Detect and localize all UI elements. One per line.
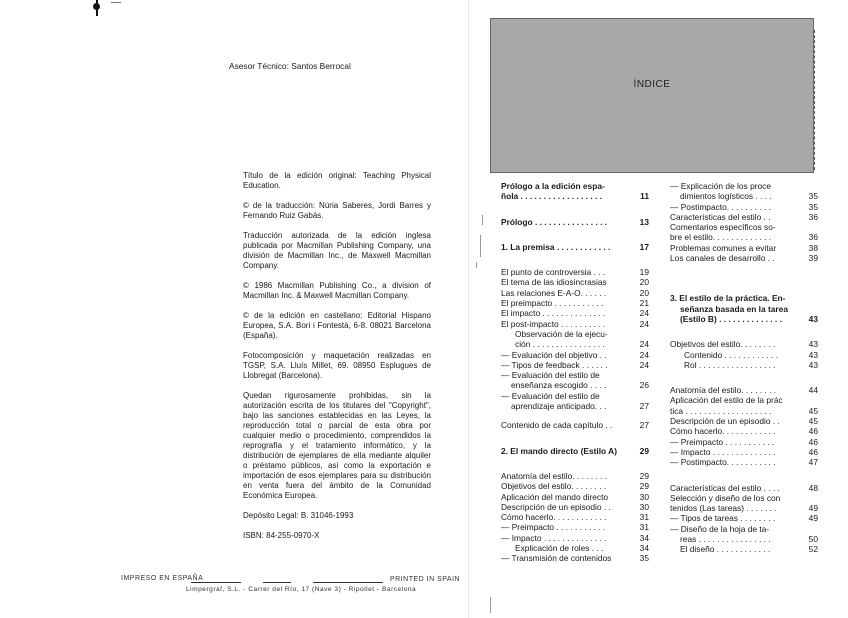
toc-entry-label: tica . . . . . . . . . . . . . . . . . . .: [670, 405, 772, 416]
toc-entry[interactable]: [670, 483, 818, 493]
toc-entry[interactable]: [501, 217, 649, 227]
toc-entry-label: 2. El mando directo (Estilo A): [501, 445, 618, 456]
toc-entry-label: — Impacto . . . . . . . . . . . . . .: [670, 446, 776, 457]
toc-entry[interactable]: [501, 420, 649, 430]
toc-entry-label: Aplicación del estilo de la prác: [670, 395, 783, 406]
toc-entry-label: reas . . . . . . . . . . . . . . . .: [680, 534, 771, 545]
toc-spacer: [501, 202, 649, 217]
toc-entry[interactable]: [501, 401, 649, 411]
toc-entry-page: [814, 493, 818, 503]
toc-entry[interactable]: [670, 447, 818, 457]
toc-entry-label: — Explicación de los proce: [670, 181, 772, 191]
toc-entry[interactable]: [501, 339, 649, 349]
index-title: ÍNDICE: [633, 79, 671, 90]
toc-entry[interactable]: [501, 308, 649, 318]
toc-entry-label: Aplicación del mando directo: [501, 491, 609, 502]
toc-entry-label: — Tipos de feedback . . . . . .: [501, 359, 608, 370]
toc-entry[interactable]: [501, 267, 649, 277]
toc-entry-page: 34: [639, 543, 649, 554]
toc-entry-page: 49: [808, 513, 818, 524]
toc-entry[interactable]: [501, 360, 649, 370]
toc-entry[interactable]: [501, 502, 649, 512]
toc-entry[interactable]: [670, 437, 818, 447]
toc-entry-label: Descripción de un episodio . .: [501, 501, 611, 512]
toc-entry-label: 1. La premisa . . . . . . . . . . . .: [501, 241, 611, 252]
toc-entry-page: 20: [639, 287, 649, 298]
toc-entry-page: [814, 222, 818, 232]
toc-entry-label: señanza basada en la tarea: [680, 303, 788, 314]
toc-entry[interactable]: [670, 350, 818, 360]
toc-entry[interactable]: [670, 181, 818, 191]
toc-entry[interactable]: [501, 191, 649, 201]
toc-entry[interactable]: [670, 232, 818, 242]
toc-entry[interactable]: [670, 426, 818, 436]
toc-entry[interactable]: [670, 493, 818, 503]
toc-entry-label: Problemas comunes a evitar: [670, 242, 777, 253]
toc-entry-page: 48: [808, 482, 818, 493]
toc-entry-page: [645, 181, 649, 191]
toc-entry-label: — Preimpacto . . . . . . . . . . .: [501, 522, 606, 533]
toc-entry[interactable]: [501, 181, 649, 191]
crop-dash: [111, 2, 121, 3]
toc-entry[interactable]: [501, 329, 649, 339]
toc-entry[interactable]: [670, 534, 818, 544]
toc-entry[interactable]: [501, 533, 649, 543]
copyright-paragraph: Depósito Legal: B. 31046-1993: [243, 511, 354, 520]
toc-entry[interactable]: [501, 288, 649, 298]
toc-entry-label: Anatomía del estilo. . . . . . . .: [501, 470, 608, 481]
toc-entry-page: 36: [808, 211, 818, 222]
toc-entry-page: [645, 329, 649, 339]
toc-entry-label: El post-impacto . . . . . . . . . .: [501, 318, 606, 329]
toc-entry-label: Objetivos del estilo. . . . . . . .: [670, 339, 776, 350]
toc-spacer: [501, 227, 649, 242]
toc-entry-label: Los canales de desarrollo . .: [670, 253, 775, 264]
toc-entry[interactable]: [501, 553, 649, 563]
toc-entry-label: dimientos logísticos . . . .: [680, 191, 772, 202]
toc-entry-page: 45: [808, 416, 818, 427]
toc-spacer: [670, 370, 818, 385]
toc-entry-label: Prólogo . . . . . . . . . . . . . . . .: [501, 216, 608, 227]
toc-entry-label: Características del estilo . .: [670, 211, 771, 222]
toc-entry-label: Selección y diseño de los con: [670, 492, 781, 503]
margin-mark: [490, 597, 491, 613]
toc-entry-label: El diseño . . . . . . . . . . . .: [680, 544, 771, 555]
toc-entry-label: — Postimpacto. . . . . . . . . . .: [670, 457, 776, 468]
toc-entry-page: 24: [639, 308, 649, 319]
toc-entry-page: 27: [639, 401, 649, 412]
toc-spacer: [670, 278, 818, 293]
toc-entry-label: — Evaluación del estilo de: [501, 370, 600, 381]
toc-entry-label: Cómo hacerlo. . . . . . . . . . . .: [501, 512, 607, 523]
toc-entry[interactable]: [670, 503, 818, 513]
toc-entry-label: — Evaluación del objetivo . .: [501, 349, 607, 360]
toc-entry-label: — Impacto . . . . . . . . . . . . . .: [501, 532, 607, 543]
toc-entry[interactable]: [501, 380, 649, 390]
toc-entry[interactable]: [670, 253, 818, 263]
toc-entry-label: El preimpacto . . . . . . . . . . .: [501, 298, 604, 309]
toc-entry-label: Observación de la ejecu-: [515, 328, 608, 339]
toc-entry-label: Contenido . . . . . . . . . . . .: [684, 349, 779, 360]
toc-entry-page: 45: [808, 405, 818, 416]
toc-entry-page: 30: [639, 491, 649, 502]
toc-entry[interactable]: [501, 319, 649, 329]
toc-spacer: [670, 263, 818, 278]
toc-entry-page: 24: [639, 318, 649, 329]
toc-entry-label: — Evaluación del estilo de: [501, 390, 600, 401]
toc-entry-label: Cómo hacerlo. . . . . . . . . . . .: [670, 426, 776, 437]
copyright-paragraph: © de la edición en castellano: Editorial Hispano Europea, S.A. Bori i Fontestà, 6-8. 08021 Barcelona (España).: [243, 311, 431, 340]
toc-spacer: [501, 456, 649, 471]
toc-entry-label: Objetivos del estilo. . . . . . . .: [501, 481, 607, 492]
toc-entry-page: 36: [808, 232, 818, 243]
toc-entry-label: ñola . . . . . . . . . . . . . . . . . .: [501, 191, 602, 202]
toc-entry[interactable]: [670, 416, 818, 426]
toc-entry[interactable]: [501, 543, 649, 553]
toc-entry-page: [814, 395, 818, 405]
toc-entry-page: 27: [639, 420, 649, 431]
copyright-paragraph: © de la traducción: Núria Saberes, Jordi Barres y Fernando Ruiz Gabás.: [243, 201, 431, 220]
page-gutter: [468, 0, 469, 618]
toc-entry[interactable]: [670, 339, 818, 349]
toc-entry-page: 50: [808, 534, 818, 545]
toc-entry-label: Anatomía del estilo. . . . . . . .: [670, 385, 777, 396]
toc-entry-page: 35: [808, 191, 818, 202]
toc-entry-page: 19: [639, 267, 649, 278]
toc-entry-label: enseñanza escogido . . . .: [511, 380, 607, 391]
toc-entry-label: El tema de las idiosincrasias: [501, 277, 607, 288]
toc-entry-label: — Transmisión de contenidos: [501, 553, 612, 564]
toc-entry-page: [814, 304, 818, 314]
toc-entry-label: bre el estilo. . . . . . . . . . . . .: [670, 232, 771, 243]
toc-entry-label: — Postimpacto. . . . . . . . . .: [670, 201, 771, 212]
toc-entry-page: 43: [808, 349, 818, 360]
toc-entry-page: 47: [808, 457, 818, 468]
copyright-paragraph: Fotocomposición y maquetación realizadas en TGSP, S.A. Lluís Millet, 69. 08950 Esplugues de Llobregat (Barcelona).: [243, 351, 431, 380]
toc-entry[interactable]: [670, 395, 818, 405]
toc-entry-page: 11: [640, 191, 649, 202]
toc-entry-page: 26: [639, 380, 649, 391]
toc-entry-label: 3. El estilo de la práctica. En-: [670, 293, 786, 304]
toc-entry-label: — Diseño de la hoja de ta-: [670, 523, 770, 534]
toc-entry-page: 24: [639, 359, 649, 370]
toc-entry-page: 24: [639, 349, 649, 360]
toc-entry-page: 39: [808, 253, 818, 264]
toc-entry[interactable]: [670, 360, 818, 370]
toc-entry-label: Descripción de un episodio . .: [670, 416, 780, 427]
copyright-paragraph: Traducción autorizada de la edición inglesa publicada por Macmillan Publishing Company, una división de Macmillan Inc., de Maxwell Macmillan Company.: [243, 231, 431, 270]
copyright-paragraph: Título de la edición original: Teaching Physical Education.: [243, 171, 431, 190]
toc-entry[interactable]: [501, 512, 649, 522]
margin-mark: [476, 262, 477, 268]
toc-entry[interactable]: [670, 293, 818, 303]
toc-entry-label: Rol . . . . . . . . . . . . . . . . .: [684, 359, 776, 370]
toc-entry[interactable]: [670, 513, 818, 523]
toc-entry[interactable]: [501, 446, 649, 456]
toc-entry-page: 31: [639, 522, 649, 533]
toc-entry-page: 43: [808, 313, 818, 324]
copyright-block: [243, 171, 431, 551]
toc-entry-label: Contenido de cada capítulo . .: [501, 420, 613, 431]
toc-column-2: [670, 181, 818, 555]
toc-entry-page: 49: [808, 503, 818, 514]
toc-entry-label: Características del estilo . . . .: [670, 482, 780, 493]
margin-mark: [480, 235, 481, 257]
toc-entry-label: aprendizaje anticipado. . .: [511, 401, 607, 412]
toc-entry-page: 35: [639, 553, 649, 564]
toc-entry-label: tenidos (Las tareas) . . . . . . .: [670, 503, 777, 514]
toc-entry[interactable]: [670, 202, 818, 212]
toc-entry-page: 29: [639, 470, 649, 481]
toc-spacer: [670, 324, 818, 339]
toc-entry-label: — Tipos de tareas . . . . . . . .: [670, 513, 776, 524]
toc-entry-label: Comentarios específicos so-: [670, 222, 776, 233]
toc-entry-page: 43: [808, 359, 818, 370]
toc-entry[interactable]: [501, 481, 649, 491]
toc-entry[interactable]: [501, 242, 649, 252]
toc-entry[interactable]: [501, 370, 649, 380]
toc-entry[interactable]: [670, 524, 818, 534]
copyright-paragraph: © 1986 Macmillan Publishing Co., a division of Macmillan Inc. & Maxwell Macmillan Company.: [243, 281, 431, 300]
toc-spacer: [501, 252, 649, 267]
rule: [313, 582, 383, 583]
copyright-paragraph: Quedan rigurosamente prohibidas, sin la autorización escrita de los titulares del "Copyright", bajo las sanciones establecidas en las Leyes, la reproducción total o parcial de esta obra por cualquier medio o procedimiento, comprendidos la reprografía y el tratamiento informático, y la distribución de ejemplares de ella mediante alquiler o préstamo públicos, así como la exportación e importación de esos ejemplares para su distribución en venta fuera del ámbito de la Comunidad Económica Europea.: [243, 391, 431, 500]
toc-entry-page: 13: [639, 216, 649, 227]
toc-entry[interactable]: [670, 304, 818, 314]
toc-entry[interactable]: [670, 406, 818, 416]
toc-entry-label: Las relaciones E-A-O. . . . . .: [501, 287, 607, 298]
toc-entry-page: 20: [639, 277, 649, 288]
toc-entry[interactable]: [501, 522, 649, 532]
rule: [263, 582, 291, 583]
toc-entry[interactable]: [501, 350, 649, 360]
toc-entry-label: El impacto . . . . . . . . . . . . . .: [501, 308, 606, 319]
toc-entry-page: 29: [639, 445, 649, 456]
toc-entry-page: 35: [808, 201, 818, 212]
copyright-paragraph: ISBN: 84-255-0970-X: [243, 531, 320, 540]
toc-entry-page: 43: [808, 339, 818, 350]
toc-entry-label: Prólogo a la edición espa-: [501, 181, 605, 191]
index-box-edge: [814, 30, 817, 170]
margin-mark: [482, 215, 483, 225]
index-header-box: [490, 18, 814, 173]
toc-entry[interactable]: [670, 314, 818, 324]
toc-entry[interactable]: [670, 243, 818, 253]
crop-dot: [93, 3, 100, 10]
toc-entry-page: 44: [808, 385, 818, 396]
toc-entry-page: [814, 524, 818, 534]
toc-entry-page: 21: [639, 298, 649, 309]
toc-entry-label: ción . . . . . . . . . . . . . . . .: [515, 339, 605, 350]
toc-entry-page: [645, 370, 649, 380]
toc-spacer: [501, 431, 649, 446]
toc-column-1: [501, 181, 649, 564]
toc-entry[interactable]: [501, 277, 649, 287]
toc-entry-label: El punto de controversia . . .: [501, 267, 606, 278]
toc-entry-page: 24: [639, 339, 649, 350]
toc-entry-page: 46: [808, 436, 818, 447]
toc-entry-page: [814, 181, 818, 191]
rule: [191, 582, 241, 583]
toc-entry[interactable]: [501, 471, 649, 481]
toc-entry[interactable]: [670, 457, 818, 467]
toc-entry-page: 38: [808, 242, 818, 253]
toc-entry-page: 46: [808, 446, 818, 457]
toc-entry[interactable]: [670, 222, 818, 232]
imprint-left: IMPRESO EN ESPAÑA: [121, 575, 204, 582]
toc-entry-page: 46: [808, 426, 818, 437]
toc-entry[interactable]: [670, 544, 818, 554]
toc-entry-page: 31: [639, 512, 649, 523]
toc-entry-label: Explicación de roles . . .: [515, 543, 604, 554]
toc-entry[interactable]: [670, 212, 818, 222]
toc-spacer: [670, 468, 818, 483]
toc-entry-page: 34: [639, 532, 649, 543]
toc-entry-page: 52: [808, 544, 818, 555]
toc-entry[interactable]: [501, 391, 649, 401]
toc-entry-page: [814, 293, 818, 303]
toc-entry-page: 30: [639, 501, 649, 512]
toc-spacer: [501, 411, 649, 420]
toc-entry-page: 17: [639, 241, 649, 252]
printer-line: Limpergraf, S.L. - Carrer del Río, 17 (Nave 3) - Ripollet - Barcelona: [186, 586, 417, 593]
toc-entry[interactable]: [501, 492, 649, 502]
toc-entry[interactable]: [670, 191, 818, 201]
toc-entry-page: 29: [639, 481, 649, 492]
toc-entry-label: (Estilo B) . . . . . . . . . . . . . .: [680, 313, 782, 324]
imprint-right: PRINTED IN SPAIN: [390, 576, 461, 583]
technical-advisor: Asesor Técnico: Santos Berrocal: [229, 61, 351, 71]
toc-entry-label: — Preimpacto . . . . . . . . . . .: [670, 436, 775, 447]
toc-entry-page: [645, 391, 649, 401]
toc-entry[interactable]: [670, 385, 818, 395]
toc-entry[interactable]: [501, 298, 649, 308]
